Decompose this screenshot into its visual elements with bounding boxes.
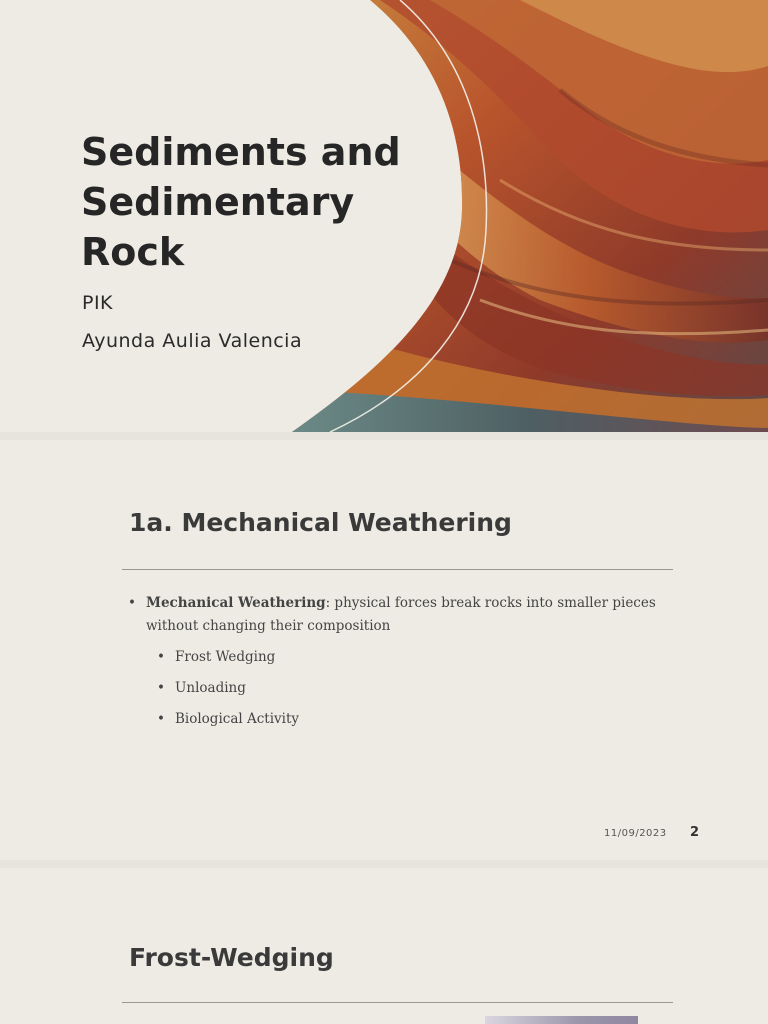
sub-bullet-item <box>157 708 668 731</box>
bullet-dot-icon: • <box>157 711 165 727</box>
sub-bullet-item <box>157 646 668 669</box>
slide-heading: Frost-Wedging <box>129 943 334 972</box>
page-number: 2 <box>690 825 700 840</box>
sub-bullet-label: Unloading <box>175 680 246 696</box>
sub-bullet-label: Biological Activity <box>175 711 300 727</box>
content-slide <box>0 440 768 860</box>
slide-date: 11/09/2023 <box>604 828 667 839</box>
frost-wedging-image <box>485 1016 638 1024</box>
bullet-dot-icon: • <box>157 649 165 665</box>
content-slide <box>0 868 768 1024</box>
presentation-title: Sediments and Sedimentary Rock <box>81 130 401 274</box>
bullet-text: : physical forces break rocks into smaller pieces without changing their composition <box>146 595 656 634</box>
sub-bullet-item <box>157 677 668 700</box>
bullet-dot-icon: • <box>128 595 136 611</box>
slide-separator <box>0 432 768 440</box>
author-name: Ayunda Aulia Valencia <box>82 330 303 352</box>
course-label: PIK <box>82 292 114 314</box>
title-slide <box>0 0 768 432</box>
bullet-list <box>128 592 668 731</box>
heading-rule <box>122 1002 673 1003</box>
bullet-term: Mechanical Weathering <box>146 595 326 611</box>
heading-rule <box>122 569 673 570</box>
bullet-dot-icon: • <box>157 680 165 696</box>
sub-bullet-label: Frost Wedging <box>175 649 276 665</box>
slide-heading: 1a. Mechanical Weathering <box>129 508 512 537</box>
slide-separator <box>0 860 768 868</box>
bullet-item <box>128 592 668 638</box>
